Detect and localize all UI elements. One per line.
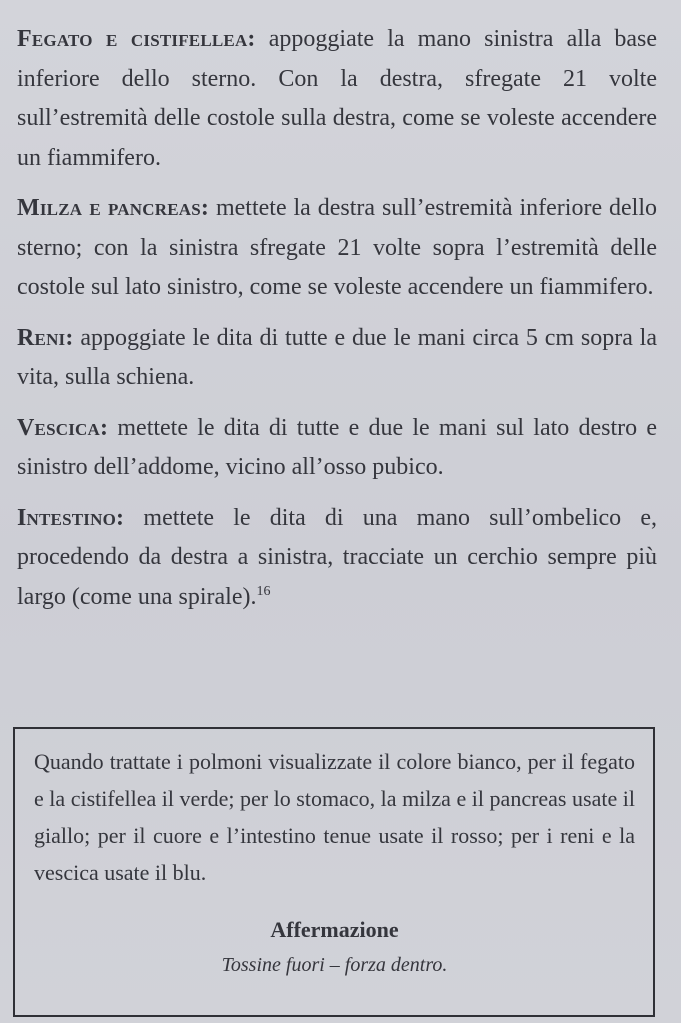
entry-vescica <box>17 409 657 488</box>
color-visualization-box <box>13 727 655 1017</box>
affirmation-title: Affermazione <box>270 917 399 942</box>
entry-text: appoggiate le dita di tutte e due le mani circa 5 cm sopra la vita, sulla schiena. <box>17 324 657 390</box>
entry-term: Intestino: <box>17 504 125 531</box>
entry-intestino <box>17 499 657 618</box>
entry-reni <box>17 319 657 398</box>
entry-term: Vescica: <box>17 414 109 441</box>
entry-text: mettete le dita di tutte e due le mani sul lato destro e sinistro dell’addome, vicino all’osso pubico. <box>17 414 657 480</box>
entry-text: appoggiate la mano sinistra alla base inferiore dello sterno. Con la destra, sfregate 21 volte sull’estremità delle costole sulla destra, come se voleste accendere un fiammifero. <box>17 26 658 171</box>
entry-text: mettete le dita di una mano sull’ombelico e, procedendo da destra a sinistra, tracciate un cerchio sempre più largo (come una spirale). <box>17 504 657 610</box>
entry-term: Fegato e cistifellea: <box>17 26 256 52</box>
affirmation-text: Tossine fuori – forza dentro. <box>221 954 448 976</box>
entry-term: Reni: <box>17 324 74 351</box>
box-text: Quando trattate i polmoni visualizzate il colore bianco, per il fegato e la cistifellea il verde; per lo stomaco, la milza e il pancreas usate il giallo; per il cuore e l’intestino tenue usate il rosso; per i reni e la vescica usate il blu. <box>34 749 635 885</box>
entry-fegato-cistifellea <box>17 20 657 178</box>
entry-milza-pancreas <box>17 189 657 308</box>
entry-text: mettete la destra sull’estremità inferiore dello sterno; con la sinistra sfregate 21 volte sopra l’estremità delle costole sul lato sinistro, come se voleste accendere un fiammifero. <box>17 195 657 300</box>
entries-list <box>17 20 657 617</box>
entry-term: Milza e pancreas: <box>17 195 210 221</box>
footnote-reference: 16 <box>256 583 271 599</box>
